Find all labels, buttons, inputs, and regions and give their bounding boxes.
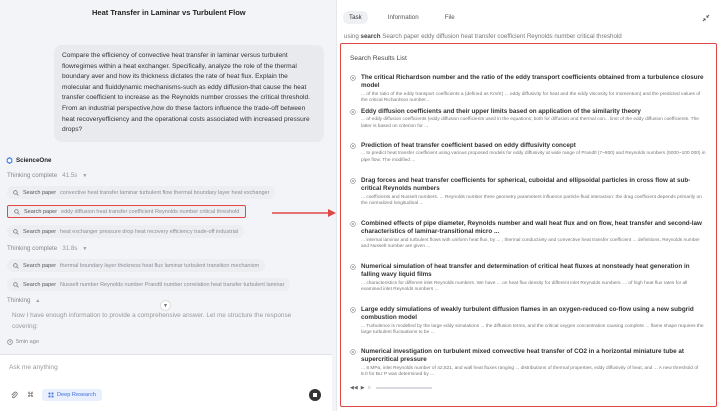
- command-icon: ⌘: [27, 392, 34, 399]
- stop-button[interactable]: [309, 389, 321, 401]
- chat-input-box: [0, 354, 332, 411]
- chevron-down-icon: ▼: [82, 172, 88, 179]
- thinking-complete-row[interactable]: [7, 245, 87, 252]
- paperclip-icon: [10, 391, 18, 399]
- search-step-highlighted[interactable]: [7, 205, 246, 218]
- result-title[interactable]: Large eddy simulations of weakly turbulent diffusion flames in an oxygen-reduced co-flow using a new subgrid combustion model: [361, 306, 694, 322]
- thinking-label: Thinking complete: [7, 245, 58, 252]
- search-step-query: eddy diffusion heat transfer coefficient Reynolds number critical threshold: [61, 208, 240, 215]
- search-step[interactable]: [7, 225, 244, 238]
- deep-research-label: Deep Research: [57, 392, 96, 398]
- tab-file[interactable]: File: [444, 14, 455, 21]
- brand-name: ScienceOne: [16, 157, 52, 164]
- search-step[interactable]: [7, 259, 265, 272]
- paper-icon: [350, 307, 356, 313]
- search-step-query: heat exchanger pressure drop heat recovery efficiency trade-off industrial: [60, 228, 239, 235]
- brand-logo-icon: [6, 157, 13, 164]
- search-result-item[interactable]: [350, 220, 706, 250]
- result-title[interactable]: Eddy diffusion coefficients and their upper limits based on application of the similarity theory: [361, 108, 641, 115]
- tab-information[interactable]: Information: [387, 14, 419, 21]
- attach-button[interactable]: [8, 390, 19, 401]
- results-pager: [350, 385, 432, 391]
- using-tool: search: [360, 33, 381, 40]
- progress-handle-icon[interactable]: ○: [367, 385, 371, 391]
- paper-icon: [350, 221, 356, 227]
- search-step[interactable]: [7, 186, 275, 199]
- chat-panel: [0, 0, 332, 411]
- result-snippet: ... to predict heat transfer coefficient using various proposed models for eddy diffusivity at wide range of Prandtl (7~800) and Reynolds numbers (5000~100 000) in pipe flow. The modified ...: [361, 151, 706, 163]
- thinking-duration: 41.5s: [62, 172, 78, 179]
- paper-icon: [350, 75, 356, 81]
- annotation-arrow: [272, 207, 336, 219]
- paper-icon: [350, 178, 356, 184]
- using-action: Search paper: [382, 33, 420, 40]
- search-results-list: [340, 43, 717, 407]
- paper-icon: [350, 143, 356, 149]
- search-step-label: Search paper: [23, 262, 57, 269]
- search-icon: [13, 263, 19, 269]
- using-prefix: using: [344, 33, 359, 40]
- assistant-brand: [6, 157, 51, 164]
- search-icon: [13, 229, 19, 235]
- thinking-complete-row[interactable]: [7, 172, 87, 179]
- result-title[interactable]: The critical Richardson number and the ratio of the eddy transport coefficients obtained from a turbulence closure model: [361, 74, 704, 90]
- command-button[interactable]: [25, 390, 36, 401]
- result-snippet: ... Turbulence is modelled by the large eddy simulations ... the diffusion terms, and the critical oxygen concentration causing complete ... flame shape requires the large turbulent fluctuations to be ...: [361, 323, 704, 336]
- search-result-item[interactable]: [350, 263, 706, 293]
- timestamp: 5min ago: [16, 339, 40, 345]
- paper-icon: [350, 264, 356, 270]
- grid-icon: [48, 392, 54, 398]
- search-step-label: Search paper: [23, 281, 57, 288]
- paper-icon: [350, 109, 356, 115]
- paper-icon: [350, 349, 356, 355]
- tool-usage-row: [344, 33, 622, 40]
- conversation-title: Heat Transfer in Laminar vs Turbulent Flow: [92, 8, 246, 17]
- clock-icon: [7, 339, 13, 345]
- search-result-item[interactable]: [350, 306, 706, 336]
- collapse-icon[interactable]: [702, 14, 710, 22]
- tab-task[interactable]: Task: [343, 11, 368, 24]
- search-step-label: Search paper: [24, 208, 58, 215]
- search-step-query: thermal boundary layer thickness heat flux laminar turbulent transition mechanism: [60, 262, 260, 269]
- chevron-up-icon: ▲: [35, 297, 41, 304]
- result-snippet: ... 8 MPa, inlet Reynolds number of 42,521, and wall heat fluxes ranging ... distributions of thermal properties, eddy diffusivity of heat, and ... A new threshold of 8.0 for Bu' P was determined by ...: [361, 365, 699, 378]
- search-step[interactable]: [7, 278, 290, 291]
- chat-input[interactable]: Ask me anything: [9, 364, 58, 371]
- result-title[interactable]: Prediction of heat transfer coefficient based on eddy diffusivity concept: [361, 142, 576, 149]
- result-snippet: ... internal laminar and turbulent flows with uniform heat flux, by ... , thermal conductivity and convective heat transfer coefficient ... definitions, Reynolds number and Nusselt number are given ...: [361, 237, 700, 250]
- task-panel: [336, 0, 720, 411]
- result-snippet: ... of eddy diffusion coefficients (eddy diffusion coefficients used in the equations; both for diffusion and thermal con... limit of the eddy diffusion coefficients. The latter is based on criterion for ...: [361, 117, 699, 129]
- result-title[interactable]: Numerical simulation of heat transfer and determination of critical heat fluxes at nonsteady heat generation in falling wavy liquid films: [361, 263, 690, 279]
- result-snippet: ... coefficients and Nusselt numbers. ... Reynolds number three geometry parameters influence particle-fluid interaction: the drag coefficient depends primarily on the normalized longitudinal ...: [361, 194, 702, 207]
- input-toolbar: [8, 389, 102, 401]
- progress-track[interactable]: [376, 387, 432, 389]
- thinking-label: Thinking: [7, 297, 31, 304]
- result-snippet: ... of the ratio of the eddy transport coefficients a (defined as Km/K) ... eddy diffusivity for heat and the eddy viscosity for momentum) and the predicted values of the critical Richardson number...: [361, 91, 701, 104]
- search-step-label: Search paper: [23, 228, 57, 235]
- search-result-item[interactable]: [350, 348, 706, 378]
- search-icon: [14, 209, 20, 215]
- thinking-label: Thinking complete: [7, 172, 58, 179]
- search-icon: [13, 190, 19, 196]
- user-message: Compare the efficiency of convective heat transfer in laminar versus turbulent flowregimes within a heat exchanger. Specifically, analyze the role of the thermal boundary aver and how its thickness dictates the rate of heat flux. Explain the molecular and fluiddynamic mechanisms-such as eddy diffusion-that cause the heat transfer coefficient to increase as the Reynolds number crosses the critical threshold. From an industrial perspective,how do these factors influence the trade-off between heat recoveryefficiency and the operational costs associated with increased pressure drops?: [54, 45, 324, 142]
- result-title[interactable]: Combined effects of pipe diameter, Reynolds number and wall heat flux and on flow, heat transfer and second-law characteristics of laminar-transitional micro ...: [361, 220, 702, 236]
- results-title: Search Results List: [350, 55, 407, 62]
- chevron-down-icon: ▼: [163, 302, 168, 309]
- search-result-item[interactable]: [350, 177, 706, 207]
- deep-research-button[interactable]: [42, 389, 102, 401]
- search-result-item[interactable]: [350, 74, 706, 104]
- search-step-query: convective heat transfer laminar turbulent flow thermal boundary layer heat exchanger: [60, 189, 270, 196]
- thinking-row[interactable]: [7, 297, 40, 304]
- scroll-down-button[interactable]: [160, 300, 171, 311]
- result-title[interactable]: Drag forces and heat transfer coefficients for spherical, cuboidal and ellipsoidal particles in cross flow at sub-critical Reynolds numbers: [361, 177, 691, 193]
- thinking-duration: 31.8s: [62, 245, 78, 252]
- panel-tabs: [343, 11, 461, 24]
- timestamp-row: [7, 339, 39, 345]
- chevron-down-icon: ▼: [82, 245, 88, 252]
- play-icon[interactable]: ▶: [360, 385, 365, 391]
- search-result-item[interactable]: [350, 108, 706, 130]
- search-step-query: Nusselt number Reynolds number Prandtl number correlation heat transfer turbulent laminar: [60, 281, 285, 288]
- search-icon: [13, 282, 19, 288]
- search-step-label: Search paper: [23, 189, 57, 196]
- thinking-text: Now I have enough information to provide a comprehensive answer. Let me structure the response covering:: [12, 312, 292, 330]
- stop-icon: [313, 393, 317, 397]
- result-snippet: ... characteristics for different inlet Reynolds numbers. We have ... on heat flux density for different inlet Reynolds numbers. ... of high heat flux rates for all examined inlet Reynolds numbers ...: [361, 280, 688, 293]
- using-query: eddy diffusion heat transfer coefficient Reynolds number critical threshold: [421, 33, 622, 40]
- search-result-item[interactable]: [350, 142, 706, 164]
- result-title[interactable]: Numerical investigation on turbulent mixed convective heat transfer of CO2 in a horizontal miniature tube at supercritical pressure: [361, 348, 684, 364]
- skip-back-icon[interactable]: ◀◀: [350, 385, 358, 391]
